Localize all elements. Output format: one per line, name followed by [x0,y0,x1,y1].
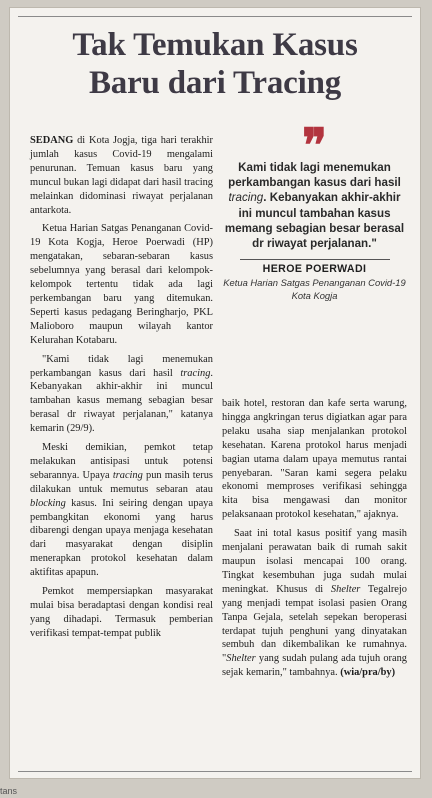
edge-text: tans [0,786,18,796]
paragraph-3: "Kami tidak lagi menemukan perkambangan kasus dari hasil tracing. Kebanyakan akhir-akhir ini muncul tambahan kasus memang sebagian besar berasal dr riwayat perjalanan," katanya kemarin (29/9). [30,353,213,435]
author-signature: (wia/pra/by) [340,667,396,679]
column-right [222,397,407,685]
headline-line-1: Tak Temukan Kasus [72,27,358,63]
quote-mark-icon: ❞ [302,118,327,172]
pull-quote [222,118,407,302]
quote-speaker-name: HEROE POERWADI [262,263,367,276]
newspaper-clipping [10,8,420,778]
quote-divider [240,259,390,260]
paragraph-4: Meski demikian, pemkot tetap melakukan antisipasi untuk potensi sebarannya. Upaya tracing pun masih terus dilakukan untuk memutus sebaran atau blocking kasus. Ini seiring dengan upaya pembangkitan ekonomi yang harus dibarengi dengan upaya menjaga kesehatan dari masyarakat dengan disiplin menerapkan protokol kesehatan dalam aktifitas apapun. [30,442,213,579]
paragraph-7: Saat ini total kasus positif yang masih menjalani perawatan baik di rumah sakit maupun isolasi mencapai 100 orang. Tingkat kesembuhan juga sudah mulai meningkat. Khusus di Shelter Tegalrejo yang menjadi tempat isolasi pasien Orang Tanpa Gejala, setelah sepekan beroperasi terdapat tujuh penghuni yang dinyatakan sembuh dan dikembalikan ke rumahnya. "Shelter yang sudah pulang ada tujuh orang sejak kemarin," tambahnya. (wia/pra/by) [222,528,407,679]
headline-line-2: Baru dari Tracing [88,65,342,101]
paragraph-6: baik hotel, restoran dan kafe serta warung, hingga angkringan terus digiatkan agar para pelaku usaha siap menjalankan protokol kesehatan. Karena protokol harus menjadi bagian utama dalam upaya memutus rantai penyebaran. "Saran kami segera pelaku ekonomi memproses verifikasi sehingga kita bisa mengawasi dan monitor pelaksanaan protokol kesehatan," ajaknya. [222,398,407,521]
paragraph-2: Ketua Harian Satgas Penanganan Covid-19 Kota Kogja, Heroe Poerwadi (HP) mengatakan, sebaran-sebaran kasus sebelumnya yang berasal dari kelompok-kelompok tertentu tidak ada lagi perkembangan baru yang ditemukan. Seperti kasus pedagang Beringharjo, PKL Malioboro maupun wilayah kantor Kelurahan Kotabaru. [30,223,213,346]
bottom-rule [18,771,412,772]
paragraph-1: SEDANG di Kota Jogja, tiga hari terakhir jumlah kasus Covid-19 mengalami penurunan. Temuan kasus baru yang muncul bukan lagi didapat dari hasil tracing melainkan didominasi riwayat perjalanan antarkota. [30,135,213,216]
pull-quote-text: Kami tidak lagi menemukan perkambangan kasus dari hasil tracing. Kebanyakan akhir-akhir ini muncul tambahan kasus memang sebagian besar berasal dr riwayat perjalanan." [224,161,405,251]
paragraph-5: Pemkot mempersiapkan masyarakat mulai bisa beradaptasi dengan kondisi real yang dihadapi. Termasuk pemberian verifikasi tempat-tempat publik [30,586,213,639]
top-rule [18,16,412,17]
lead-word: SEDANG [30,135,74,146]
column-left [30,134,213,646]
headline [10,26,420,102]
quote-speaker-role: Ketua Harian Satgas Penanganan Covid-19 Kota Kogja [223,277,406,301]
